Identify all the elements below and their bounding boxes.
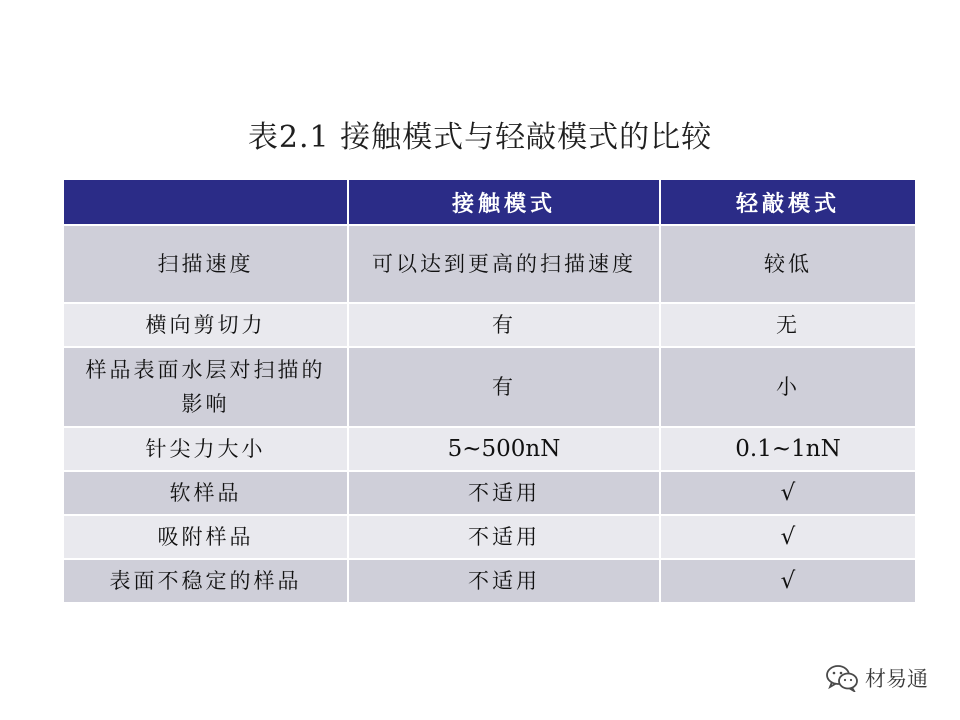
header-cell-empty (64, 180, 348, 225)
wechat-icon (825, 664, 859, 692)
tapping-mode-cell: 无 (660, 303, 915, 347)
watermark-text: 材易通 (865, 667, 928, 691)
row-label: 样品表面水层对扫描的影响 (64, 347, 348, 427)
contact-mode-cell: 可以达到更高的扫描速度 (348, 225, 660, 303)
row-label: 扫描速度 (64, 225, 348, 303)
comparison-table (64, 180, 915, 604)
contact-mode-cell: 不适用 (348, 559, 660, 603)
tapping-mode-cell: 0.1~1nN (660, 427, 915, 471)
contact-mode-cell: 不适用 (348, 515, 660, 559)
row-label: 软样品 (64, 471, 348, 515)
contact-mode-cell: 不适用 (348, 471, 660, 515)
contact-mode-cell: 有 (348, 303, 660, 347)
table-row (64, 347, 915, 427)
row-label: 表面不稳定的样品 (64, 559, 348, 603)
tapping-mode-cell: √ (660, 471, 915, 515)
header-cell-tapping-mode: 轻敲模式 (660, 180, 915, 225)
table-row (64, 303, 915, 347)
tapping-mode-cell: 较低 (660, 225, 915, 303)
table-title: 表2.1 接触模式与轻敲模式的比较 (247, 120, 713, 155)
table-row (64, 515, 915, 559)
contact-mode-cell: 有 (348, 347, 660, 427)
row-label: 针尖力大小 (64, 427, 348, 471)
table-row (64, 427, 915, 471)
tapping-mode-cell: √ (660, 559, 915, 603)
table-row (64, 559, 915, 603)
source-watermark (825, 663, 928, 693)
header-cell-contact-mode: 接触模式 (348, 180, 660, 225)
table-header-row (64, 180, 915, 225)
tapping-mode-cell: √ (660, 515, 915, 559)
table-row (64, 225, 915, 303)
table-row (64, 471, 915, 515)
tapping-mode-cell: 小 (660, 347, 915, 427)
contact-mode-cell: 5~500nN (348, 427, 660, 471)
row-label: 吸附样品 (64, 515, 348, 559)
row-label: 横向剪切力 (64, 303, 348, 347)
